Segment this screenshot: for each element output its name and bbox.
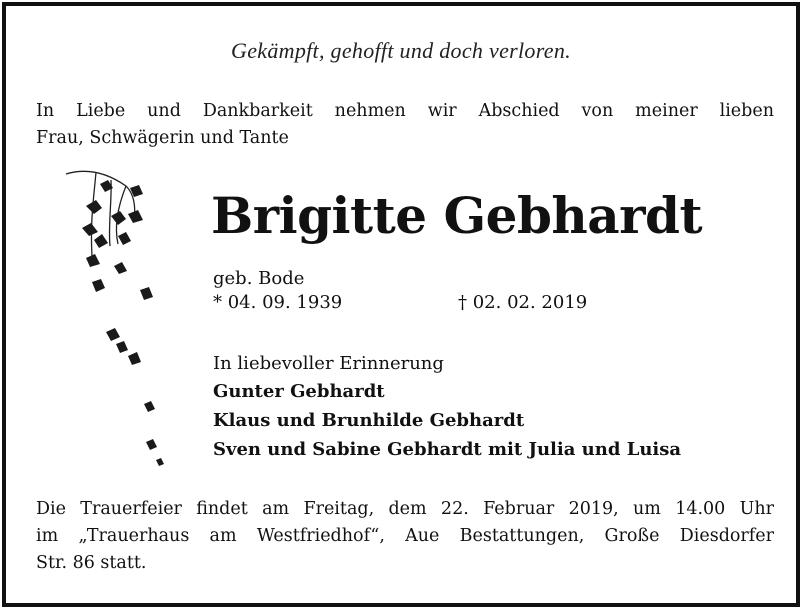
mourner-name: Klaus und Brunhilde Gebhardt: [213, 410, 525, 431]
death-date: † 02. 02. 2019: [458, 292, 588, 313]
intro-line-1: In Liebe und Dankbarkeit nehmen wir Abschied von meiner lieben: [36, 101, 774, 121]
funeral-notice: [36, 496, 774, 577]
mourner-name: Sven und Sabine Gebhardt mit Julia und Luisa: [213, 439, 682, 460]
memory-heading: In liebevoller Erinnerung: [213, 353, 444, 374]
funeral-line-3: Str. 86 statt.: [36, 553, 147, 573]
funeral-line-1: Die Trauerfeier findet am Freitag, dem 22. Februar 2019, um 14.00 Uhr: [36, 499, 774, 519]
funeral-line-2: im „Trauerhaus am Westfriedhof“, Aue Bestattungen, Große Diesdorfer: [36, 526, 774, 546]
motto: Gekämpft, gehofft und doch verloren.: [231, 38, 571, 63]
maiden-name: geb. Bode: [213, 268, 305, 289]
mourner-name: Gunter Gebhardt: [213, 381, 385, 402]
birch-branch-icon: [56, 166, 166, 476]
intro-line-2: Frau, Schwägerin und Tante: [36, 128, 289, 148]
obituary-card: [2, 2, 800, 607]
intro-text: [36, 98, 774, 152]
birth-date: * 04. 09. 1939: [213, 292, 343, 313]
deceased-name: Brigitte Gebhardt: [211, 186, 703, 245]
